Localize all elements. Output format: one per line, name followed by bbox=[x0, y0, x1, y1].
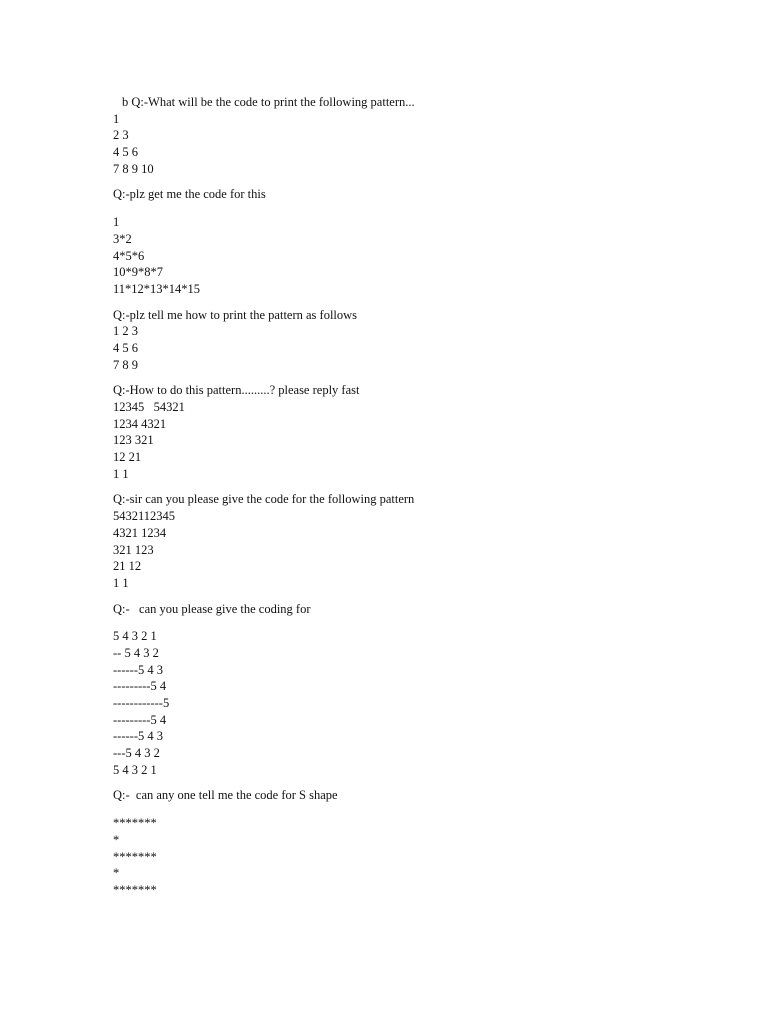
pattern-line: 11*12*13*14*15 bbox=[113, 281, 201, 296]
pattern-line: ------5 4 3 bbox=[113, 662, 163, 677]
document-page bbox=[113, 94, 733, 899]
pattern-line: 5432112345 bbox=[113, 509, 176, 524]
pattern-line: 7 8 9 10 bbox=[113, 161, 154, 176]
pattern-line: ******* bbox=[113, 849, 157, 864]
pattern-line: 4*5*6 bbox=[113, 248, 145, 263]
blank-line bbox=[113, 617, 733, 628]
pattern-line: ------------5 bbox=[113, 696, 170, 710]
pattern-line: 4 5 6 bbox=[113, 340, 138, 355]
pattern-line: 5 4 3 2 1 bbox=[113, 762, 157, 777]
question-block bbox=[113, 186, 733, 297]
pattern-line: 12 21 bbox=[113, 450, 142, 465]
question-block bbox=[113, 601, 733, 779]
pattern-line: 12345 54321 bbox=[113, 400, 185, 414]
pattern-line: 321 123 bbox=[113, 542, 154, 557]
question-text: Q:-plz tell me how to print the pattern as follows bbox=[113, 307, 358, 322]
question-text: Q:-sir can you please give the code for the following pattern bbox=[113, 492, 415, 507]
question-text: Q:-How to do this pattern.........? please reply fast bbox=[113, 383, 360, 398]
blank-line bbox=[113, 203, 733, 214]
pattern-line: ******* bbox=[113, 816, 157, 831]
pattern-line: 1 2 3 bbox=[113, 324, 138, 339]
pattern-line: * bbox=[113, 832, 120, 847]
question-block bbox=[113, 307, 733, 374]
question-block bbox=[113, 491, 733, 591]
pattern-line: 2 3 bbox=[113, 128, 129, 143]
question-text: Q:- can you please give the coding for bbox=[113, 601, 311, 616]
pattern-line: ---------5 4 bbox=[113, 679, 167, 694]
pattern-line: 4321 1234 bbox=[113, 525, 167, 540]
question-text: Q:-plz get me the code for this bbox=[113, 187, 266, 202]
pattern-line: 4 5 6 bbox=[113, 145, 138, 160]
pattern-line: ******* bbox=[113, 882, 157, 897]
blank-line bbox=[113, 804, 733, 815]
pattern-line: 5 4 3 2 1 bbox=[113, 629, 157, 644]
pattern-line: 1234 4321 bbox=[113, 416, 167, 431]
question-text: b Q:-What will be the code to print the following pattern... bbox=[122, 95, 415, 109]
question-text: Q:- can any one tell me the code for S shape bbox=[113, 788, 338, 803]
pattern-line: 1 1 bbox=[113, 575, 129, 590]
pattern-line: 1 1 bbox=[113, 466, 129, 481]
pattern-line: -- 5 4 3 2 bbox=[113, 645, 159, 660]
pattern-line: 7 8 9 bbox=[113, 357, 138, 372]
pattern-line: * bbox=[113, 866, 120, 881]
pattern-line: 1 bbox=[113, 215, 120, 230]
question-block bbox=[113, 382, 733, 482]
pattern-line: 123 321 bbox=[113, 433, 154, 448]
pattern-line: ------5 4 3 bbox=[113, 729, 163, 744]
pattern-line: ---------5 4 bbox=[113, 712, 167, 727]
pattern-line: 21 12 bbox=[113, 559, 142, 574]
question-block bbox=[113, 787, 733, 898]
pattern-line: ---5 4 3 2 bbox=[113, 746, 160, 761]
question-block bbox=[113, 94, 733, 177]
pattern-line: 1 bbox=[113, 111, 120, 126]
pattern-line: 10*9*8*7 bbox=[113, 265, 163, 280]
pattern-line: 3*2 bbox=[113, 231, 132, 246]
